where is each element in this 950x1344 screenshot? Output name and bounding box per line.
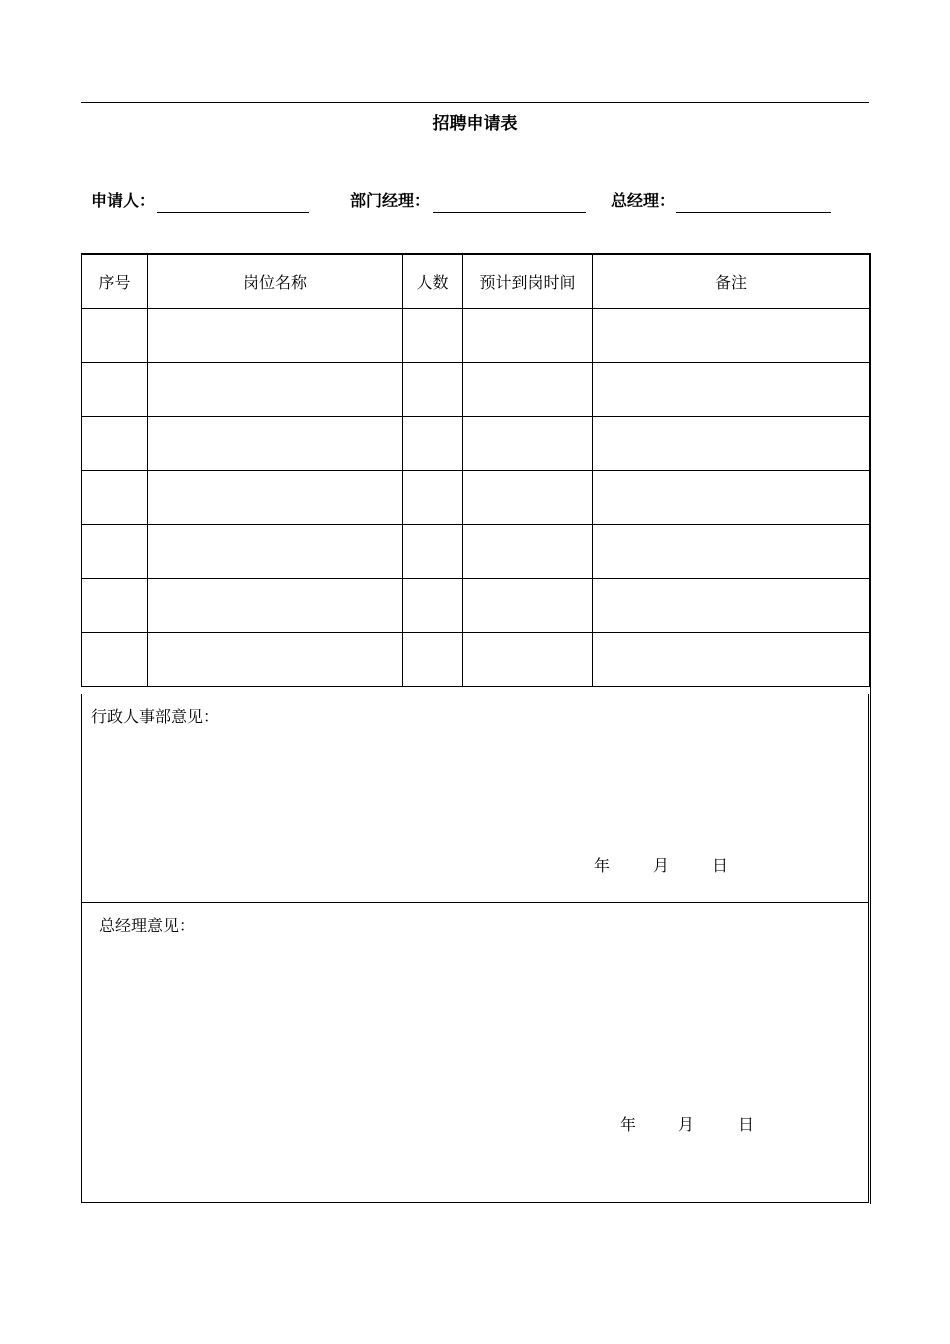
gm-date-day: 日 <box>738 1115 755 1134</box>
table-row <box>82 633 870 687</box>
table-row <box>82 471 870 525</box>
general-manager-signature-field[interactable] <box>676 212 831 213</box>
column-header-position: 岗位名称 <box>148 254 403 309</box>
remarks-cell[interactable] <box>593 471 870 525</box>
expected-date-cell[interactable] <box>463 579 593 633</box>
recruitment-table <box>81 253 870 687</box>
serial-cell[interactable] <box>82 471 148 525</box>
expected-date-cell[interactable] <box>463 363 593 417</box>
gm-date-year: 年 <box>620 1115 637 1134</box>
expected-date-cell[interactable] <box>463 417 593 471</box>
table-row <box>82 525 870 579</box>
serial-cell[interactable] <box>82 579 148 633</box>
admin-hr-opinion-label: 行政人事部意见： <box>91 707 220 726</box>
column-header-remarks: 备注 <box>593 254 870 309</box>
general-manager-opinion-box[interactable] <box>81 903 869 1203</box>
headcount-cell[interactable] <box>403 525 463 579</box>
column-header-headcount: 人数 <box>403 254 463 309</box>
expected-date-cell[interactable] <box>463 525 593 579</box>
serial-cell[interactable] <box>82 309 148 363</box>
headcount-cell[interactable] <box>403 417 463 471</box>
expected-date-cell[interactable] <box>463 309 593 363</box>
table-row <box>82 363 870 417</box>
expected-date-cell[interactable] <box>463 471 593 525</box>
serial-cell[interactable] <box>82 633 148 687</box>
table-row <box>82 417 870 471</box>
form-title: 招聘申请表 <box>432 114 518 134</box>
serial-cell[interactable] <box>82 363 148 417</box>
position-cell[interactable] <box>148 363 403 417</box>
position-cell[interactable] <box>148 309 403 363</box>
position-cell[interactable] <box>148 579 403 633</box>
serial-cell[interactable] <box>82 417 148 471</box>
applicant-signature-field[interactable] <box>157 212 309 213</box>
header-rule <box>81 102 869 103</box>
headcount-cell[interactable] <box>403 471 463 525</box>
right-border-double-line <box>870 253 871 1204</box>
applicant-label: 申请人： <box>91 191 156 210</box>
dept-manager-signature-field[interactable] <box>433 212 586 213</box>
remarks-cell[interactable] <box>593 579 870 633</box>
admin-date-year: 年 <box>594 856 611 875</box>
remarks-cell[interactable] <box>593 309 870 363</box>
admin-date-month: 月 <box>653 856 670 875</box>
general-manager-label: 总经理： <box>611 191 676 210</box>
serial-cell[interactable] <box>82 525 148 579</box>
headcount-cell[interactable] <box>403 363 463 417</box>
remarks-cell[interactable] <box>593 417 870 471</box>
remarks-cell[interactable] <box>593 633 870 687</box>
headcount-cell[interactable] <box>403 579 463 633</box>
column-header-serial: 序号 <box>82 254 148 309</box>
headcount-cell[interactable] <box>403 309 463 363</box>
position-cell[interactable] <box>148 525 403 579</box>
remarks-cell[interactable] <box>593 525 870 579</box>
position-cell[interactable] <box>148 633 403 687</box>
headcount-cell[interactable] <box>403 633 463 687</box>
admin-hr-opinion-box[interactable] <box>81 694 869 903</box>
dept-manager-label: 部门经理： <box>350 191 431 210</box>
remarks-cell[interactable] <box>593 363 870 417</box>
position-cell[interactable] <box>148 417 403 471</box>
table-header-row <box>82 254 870 309</box>
table-row <box>82 309 870 363</box>
admin-date-day: 日 <box>712 856 729 875</box>
expected-date-cell[interactable] <box>463 633 593 687</box>
column-header-expected-date: 预计到岗时间 <box>463 254 593 309</box>
gm-date-month: 月 <box>678 1115 695 1134</box>
position-cell[interactable] <box>148 471 403 525</box>
table-row <box>82 579 870 633</box>
general-manager-opinion-label: 总经理意见： <box>99 916 196 935</box>
